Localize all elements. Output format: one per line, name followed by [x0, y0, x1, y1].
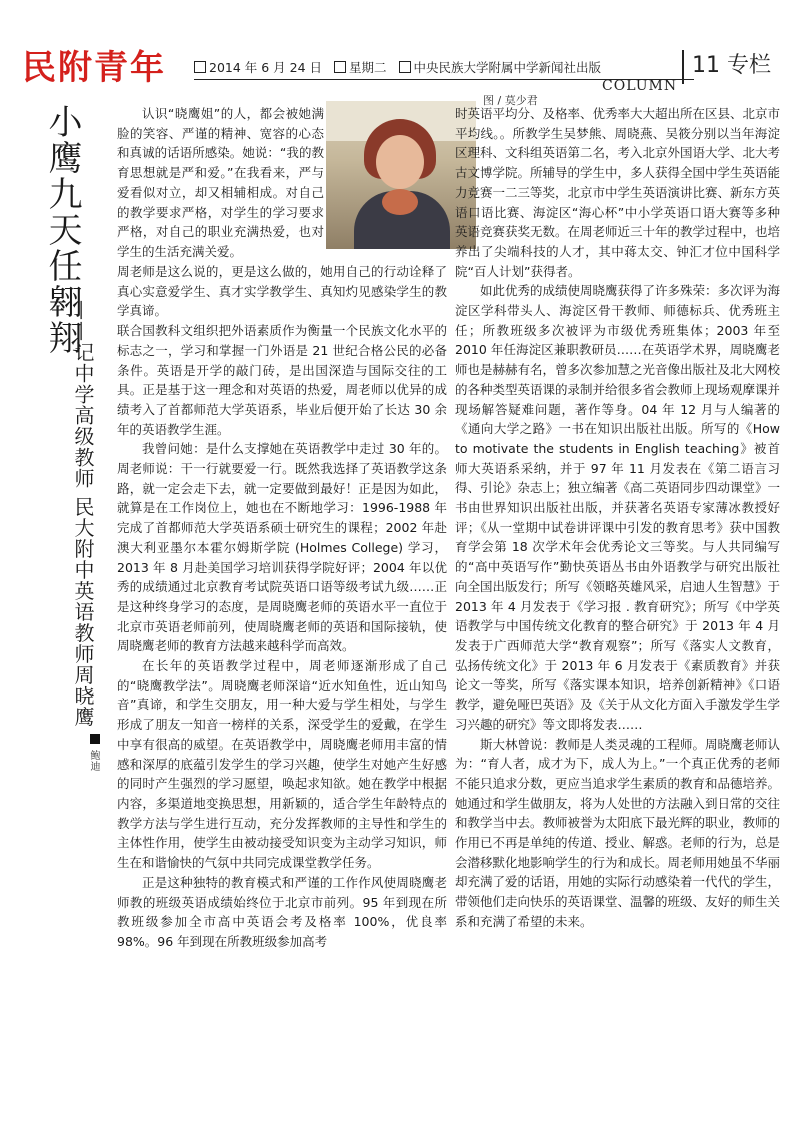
- photo-face: [376, 135, 424, 189]
- masthead-divider: [682, 50, 684, 84]
- checkbox-icon: [399, 61, 411, 73]
- photo-scarf: [382, 189, 418, 215]
- article-paragraph: 周老师是这么说的，更是这么做的，她用自己的行动诠释了真心实意爱学生、真才实学教学生、真知灼见感染学生的教学真谛。: [117, 264, 447, 319]
- checkbox-icon: [194, 61, 206, 73]
- article-paragraph: 我曾问她：是什么支撑她在英语教学中走过 30 年的。周老师说：干一行就要爱一行。既然我选择了英语教学这条路，就一定会走下去，就一定要做到最好！正是因为如此，就算是在工作岗位上，她也在不断地学习：1996-1988 年完成了首都师范大学英语系硕士研究生的课程；2002 年赴澳大利亚墨尔本霍尔姆斯学院 (Holmes College) 学习，2013 年 8 月赴美国学习培训获得学院好评；2004 年以优秀的成绩通过北京教育考试院英语口语等级考试九级……正是这种终身学习的态度，是周晓鹰老师的英语水平一直位于北京市英语老师前列，使周晓鹰老师的英语和国际接轨，使周晓鹰老师的教育方法越来越科学而高效。: [117, 441, 447, 654]
- masthead: [22, 48, 782, 92]
- photo-credit: 图 / 莫少君: [483, 94, 538, 107]
- article-column-right: [455, 104, 780, 932]
- page-label: 11 专栏: [692, 53, 771, 78]
- author-marker-icon: [90, 734, 100, 744]
- article-paragraph: 斯大林曾说：教师是人类灵魂的工程师。周晓鹰老师认为：“育人者，成才为下，成人为上。”一个真正优秀的老师不能只追求分数，更应当追求学生素质的教育和品德培养。她通过和学生做朋友，将为人处世的方法融入到日常的交往和教学当中去。教师被誉为太阳底下最光辉的职业，教师的作用已不再是单纯的传道、授业、解惑。老师的行为，总是会潜移默化地影响学生的行为和成长。周老师用她虽不华丽却充满了爱的话语，用她的实际行动感染着一代代的学生，带领他们走向快乐的英语课堂、温馨的班级、友好的师生关系和充满了希望的未来。: [455, 736, 781, 929]
- checkbox-icon: [334, 61, 346, 73]
- column-word: COLUMN: [602, 78, 678, 94]
- article-paragraph: 正是这种独特的教育模式和严谨的工作作风使周晓鹰老师教的班级英语成绩始终位于北京市前列。95 年到现在所教班级参加全市高中英语会考及格率 100%，优良率 98%。96 年到现在所教班级参加高考: [117, 874, 447, 949]
- issue-publisher: 中央民族大学附属中学新闻社出版: [413, 60, 602, 75]
- subheadline: ——记中学高级教师 民大附中英语教师周晓鹰: [71, 300, 95, 728]
- article-paragraph: 如此优秀的成绩使周晓鹰获得了许多殊荣：多次评为海淀区学科带头人、海淀区骨干教师、师德标兵、优秀班主任；所教班级多次被评为市级优秀班集体；2003 年至 2010 年任海淀区兼职教研员……在英语学术界，周晓鹰老师也是赫赫有名，曾多次参加慧之光音像出版社及北大网校的各种类型英语课的录制并给很多省会教师上现场观摩课并现场解答疑难问题，著作等身。04 年 12 月与人编著的《通向大学之路》一书在知识出版社出版。所写的《How to motivate the students in English teaching》被首师大英语系采纳，并于 97 年 11 月发表在《第二语言习得、引论》杂志上；独立编著《高二英语同步四动课堂》一书由世界知识出版社出版，并获著名英语专家薄冰教授好评；《从一堂期中试卷讲评课中引发的教育思考》获中国教育学会第 18 次学术年会优秀论文三等奖。与人共同编写的“高中英语写作”勤快英语丛书由外语教学与研究出版社向全国出版发行；所写《领略英雄风采，启迪人生智慧》于 2013 年 4 月发表于《学习报 . 教育研究》；所写《中学英语教学与中国传统文化教育的整合研究》于 2013 年 4 月发表于广西师范大学“教育观察”；所写《落实人文教育，弘扬传统文化》于 2013 年 6 月发表于《素质教育》并获论文一等奖，所写《落实课本知识，培养创新精神》《口语教学，避免哑巴英语》及《关于从文化方面入手激发学生学习兴趣的研究》等文即将发表……: [455, 283, 781, 732]
- article-paragraph: 时英语平均分、及格率、优秀率大大超出所在区县、北京市平均线。。所教学生吴梦熊、周晓燕、吴筱分别以当年海淀区理科、文科组英语第二名，考入北京外国语大学、北大考古文博学院。所辅导的学生中，多人获得全国中学生英语能力竞赛一二三等奖，北京市中学生英语演讲比赛、新东方英语口语比赛、海淀区“海心杯”中小学英语口语大赛等多种英语竞赛获奖无数。在周老师近三十年的教学过程中，也培养出了尖端科技的人才，其中蒋太交、钟汇才位中国科学院“百人计划”获得者。: [455, 106, 781, 279]
- article-paragraph: 联合国教科文组织把外语素质作为衡量一个民族文化水平的标志之一，学习和掌握一门外语是 21 世纪合格公民的必备条件。英语是开学的敲门砖，是出国深造与国际交往的工具。正是基于这一理念和对英语的热爱，周老师以优异的成绩考入了首都师范大学英语系，毕业后便开始了长达 30 余年的英语教学生涯。: [117, 323, 447, 437]
- headline: 小鹰九天任翱翔: [42, 104, 82, 356]
- article-paragraph: 认识“晓鹰姐”的人，都会被她满脸的笑容、严谨的精神、宽容的心态和真诚的话语所感染。她说：“我的教育思想就是严和爱。”在我看来，严与爱看似对立，却又相辅相成。对自己的教学要求严格，对学生的学习要求严格，对自己的职业充满热爱，也对学生的生活充满关爱。: [117, 106, 324, 259]
- issue-date: 2014 年 6 月 24 日: [209, 60, 323, 75]
- author-name: 鲍迪: [88, 750, 99, 772]
- issue-info: [194, 58, 601, 76]
- article-column-intro: [117, 104, 324, 262]
- article-paragraph: 在长年的英语教学过程中，周老师逐渐形成了自己的“晓鹰教学法”。周晓鹰老师深谙“近水知鱼性，近山知鸟音”真谛，和学生交朋友，用一种大爱与学生相处，与学生形成了朋友一知音一榜样的关系，深受学生的爱戴，在学生中享有很高的威望。在英语教学中，周晓鹰老师用丰富的情感和深厚的底蕴引发学生的学习兴趣，使学生对她产生好感的同时产生强烈的学习愿望，唤起求知欲。她在教学中根据内容，多渠道地变换思想，用新颖的，适合学生年龄特点的教学方法与学生进行互动，充分发挥教师的主导性和学生的主体性作用，使学生由被动接受知识变为主动学习知识，师生在和谐愉快的气氛中共同完成课堂教学任务。: [117, 658, 447, 871]
- newspaper-title: 民附青年: [22, 48, 166, 88]
- issue-weekday: 星期二: [349, 60, 387, 75]
- teacher-photo: [326, 101, 476, 249]
- article-column-left: [117, 262, 447, 952]
